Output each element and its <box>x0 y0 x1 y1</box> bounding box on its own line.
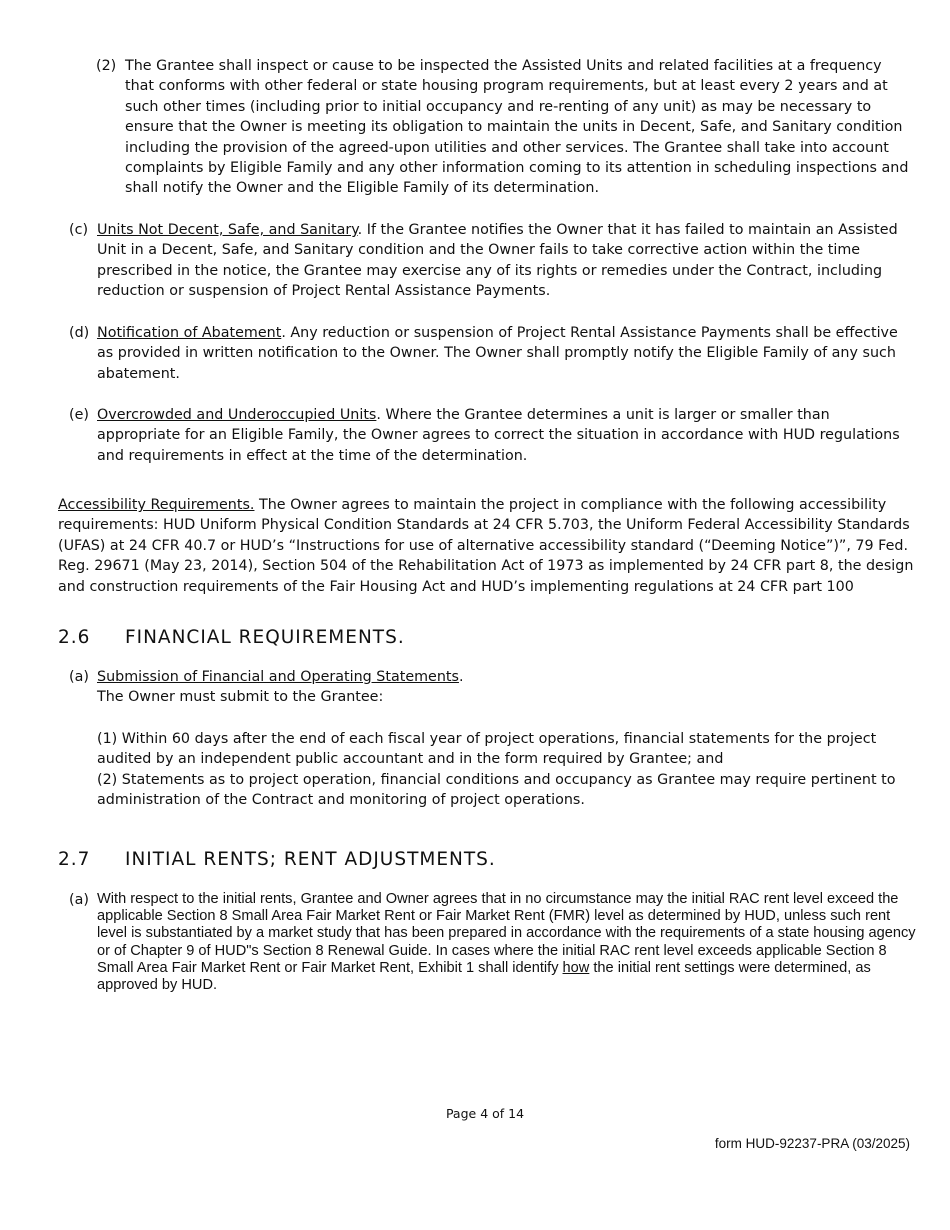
item-number: (2) <box>96 58 117 74</box>
financial-statements-heading: Submission of Financial and Operating Statements <box>97 669 459 685</box>
item-letter: (a) <box>69 669 89 685</box>
item-letter: (d) <box>69 325 90 341</box>
item-letter: (a) <box>69 892 89 908</box>
section-2-7-heading: 2.7 INITIAL RENTS; RENT ADJUSTMENTS. <box>58 849 496 870</box>
abatement-heading: Notification of Abatement <box>97 325 282 341</box>
section-2-6-heading: 2.6 FINANCIAL REQUIREMENTS. <box>58 627 405 648</box>
item-letter: (e) <box>69 407 89 423</box>
form-id: form HUD-92237-PRA (03/2025) <box>714 1136 910 1151</box>
abatement-paragraph: Notification of Abatement. Any reduction or suspension of Project Rental Assistance Payments shall be effective as provided in written notification to the Owner. The Owner shall promptly notify the Eligible Family of any such abatement. <box>97 325 898 382</box>
item-letter: (c) <box>69 222 89 238</box>
units-not-decent-heading: Units Not Decent, Safe, and Sanitary <box>97 222 358 238</box>
accessibility-heading: Accessibility Requirements. <box>58 497 255 513</box>
accessibility-paragraph: Accessibility Requirements. The Owner agrees to maintain the project in compliance with the following accessibility requirements: HUD Uniform Physical Condition Standards at 24 CFR 5.703, the Uniform Federal Accessibility Standards (UFAS) at 24 CFR 40.7 or HUD’s “Instructions for use of alternative accessibility standard (“Deeming Notice”)”, 79 Fed. Reg. 29671 (May 23, 2014), Section 504 of the Rehabilitation Act of 1973 as implemented by 24 CFR part 8, the design and construction requirements of the Fair Housing Act and HUD’s implementing regulations at 24 CFR part 100 <box>58 497 914 595</box>
page-number: Page 4 of 14 <box>445 1106 525 1121</box>
overcrowded-paragraph: Overcrowded and Underoccupied Units. Where the Grantee determines a unit is larger or smaller than appropriate for an Eligible Family, the Owner agrees to correct the situation in accordance with HUD regulations and requirements in effect at the time of the determination. <box>97 407 900 464</box>
financial-item-2: (2) Statements as to project operation, financial conditions and occupancy as Grantee may require pertinent to administration of the Contract and monitoring of project operations. <box>97 772 896 809</box>
inspection-paragraph: The Grantee shall inspect or cause to be inspected the Assisted Units and related facilities at a frequency that conforms with other federal or state housing program requirements, but at least every 2 years and at such other times (including prior to initial occupancy and re-renting of any unit) as may be necessary to ensure that the Owner is meeting its obligation to maintain the units in Decent, Safe, and Sanitary condition including the provision of the agreed-upon utilities and other services. The Grantee shall take into account complaints by Eligible Family and any other information coming to its attention in scheduling inspections and shall notify the Owner and the Eligible Family of its determination. <box>125 58 909 197</box>
overcrowded-heading: Overcrowded and Underoccupied Units <box>97 407 377 423</box>
financial-statements-paragraph: Submission of Financial and Operating Statements. The Owner must submit to the Grantee: <box>97 669 464 706</box>
initial-rents-paragraph: With respect to the initial rents, Grantee and Owner agrees that in no circumstance may the initial RAC rent level exceed the applicable Section 8 Small Area Fair Market Rent or Fair Market Rent (FMR) level as determined by HUD, unless such rent level is substantiated by a market study that has been prepared in accordance with the requirements of a state housing agency or of Chapter 9 of HUD"s Section 8 Renewal Guide. In cases where the initial RAC rent level exceeds applicable Section 8 Small Area Fair Market Rent or Fair Market Rent, Exhibit 1 shall identify how the initial rent settings were determined, as approved by HUD. <box>97 891 916 994</box>
financial-item-1: (1) Within 60 days after the end of each fiscal year of project operations, financial statements for the project audited by an independent public accountant and in the form required by Grantee; and <box>97 731 877 768</box>
units-not-decent-paragraph: Units Not Decent, Safe, and Sanitary. If the Grantee notifies the Owner that it has failed to maintain an Assisted Unit in a Decent, Safe, and Sanitary condition and the Owner fails to take corrective action within the time prescribed in the notice, the Grantee may exercise any of its rights or remedies under the Contract, including reduction or suspension of Project Rental Assistance Payments. <box>97 222 898 300</box>
